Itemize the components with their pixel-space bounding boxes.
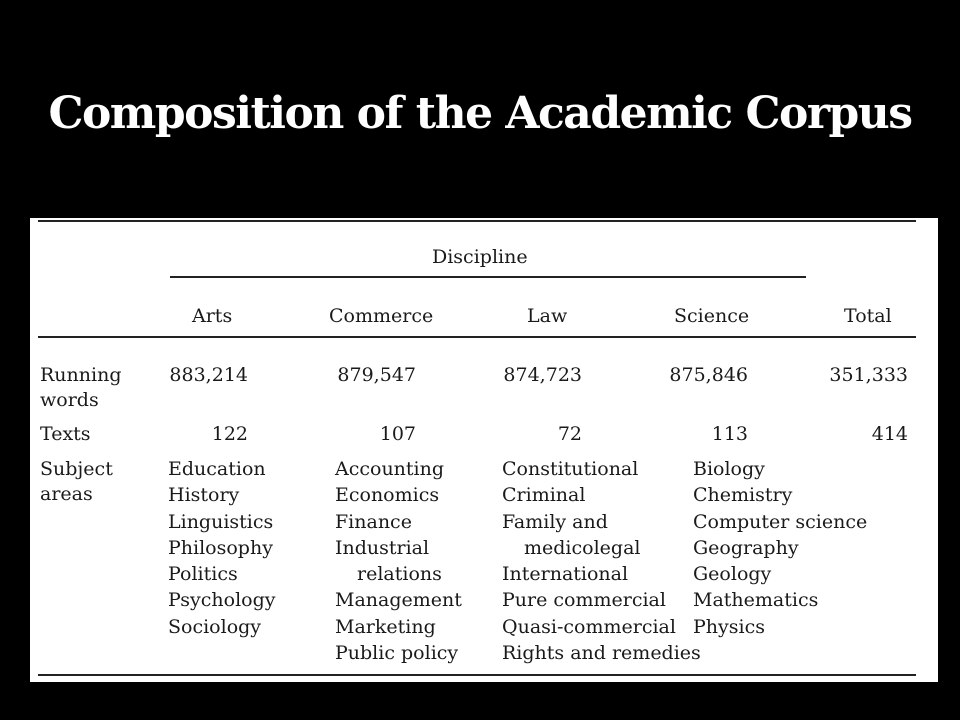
subject-item: Rights and remedies <box>502 642 701 665</box>
texts-science: 113 <box>711 423 748 445</box>
subject-list-law <box>502 456 701 666</box>
subject-item: Criminal <box>502 484 586 507</box>
subject-item: Computer science <box>693 510 868 533</box>
col-header-arts: Arts <box>192 305 233 327</box>
table-top-rule <box>38 220 916 222</box>
subject-item: History <box>168 484 240 507</box>
row-label-running-words-2: words <box>40 389 99 411</box>
subject-item: Mathematics <box>693 589 819 612</box>
subject-item: Economics <box>335 484 440 507</box>
subject-item: Constitutional <box>502 458 639 480</box>
subject-item: medicolegal <box>524 536 641 559</box>
subject-item: Linguistics <box>168 510 274 533</box>
subject-item: Marketing <box>335 615 436 638</box>
subject-list-science <box>693 456 867 640</box>
header-bottom-rule <box>38 336 916 338</box>
running-words-commerce: 879,547 <box>337 364 416 386</box>
subject-item: Education <box>168 458 266 480</box>
subject-item: Pure commercial <box>502 589 666 612</box>
subject-item: Finance <box>335 510 412 533</box>
subject-item: Quasi-commercial <box>502 615 676 638</box>
subject-item: Psychology <box>168 589 276 612</box>
texts-arts: 122 <box>211 423 248 445</box>
row-label-subject-areas-2: areas <box>40 483 93 505</box>
subject-item: relations <box>357 563 442 586</box>
subject-item: Politics <box>168 563 238 586</box>
subject-item: Public policy <box>335 642 459 665</box>
row-label-running-words-1: Running <box>40 364 122 386</box>
slide-title: Composition of the Academic Corpus <box>48 88 912 139</box>
texts-law: 72 <box>557 423 582 445</box>
subject-item: Management <box>335 589 462 612</box>
subject-item: Sociology <box>168 615 262 638</box>
table-bottom-rule <box>38 674 916 676</box>
row-label-texts: Texts <box>40 423 91 445</box>
subject-item: Industrial <box>335 536 430 559</box>
col-header-commerce: Commerce <box>329 305 434 327</box>
texts-commerce: 107 <box>379 423 416 445</box>
running-words-law: 874,723 <box>503 364 582 386</box>
discipline-header: Discipline <box>432 246 528 268</box>
subject-item: Chemistry <box>693 484 793 507</box>
subject-list-commerce <box>335 456 462 666</box>
discipline-underline <box>170 276 806 278</box>
running-words-arts: 883,214 <box>169 364 248 386</box>
subject-item: Family and <box>502 510 608 533</box>
subject-list-arts <box>168 456 276 640</box>
subject-item: Geology <box>693 563 772 586</box>
subject-item: Geography <box>693 536 799 559</box>
corpus-table <box>30 218 938 682</box>
row-label-subject-areas-1: Subject <box>40 458 113 480</box>
col-header-total: Total <box>844 305 892 327</box>
subject-item: Philosophy <box>168 536 273 559</box>
subject-item: International <box>502 563 629 586</box>
col-header-law: Law <box>527 305 568 327</box>
subject-item: Accounting <box>335 458 445 480</box>
running-words-science: 875,846 <box>669 364 748 386</box>
col-header-science: Science <box>674 305 750 327</box>
running-words-total: 351,333 <box>829 364 908 386</box>
texts-total: 414 <box>871 423 908 445</box>
subject-item: Biology <box>693 458 765 480</box>
subject-item: Physics <box>693 615 765 638</box>
